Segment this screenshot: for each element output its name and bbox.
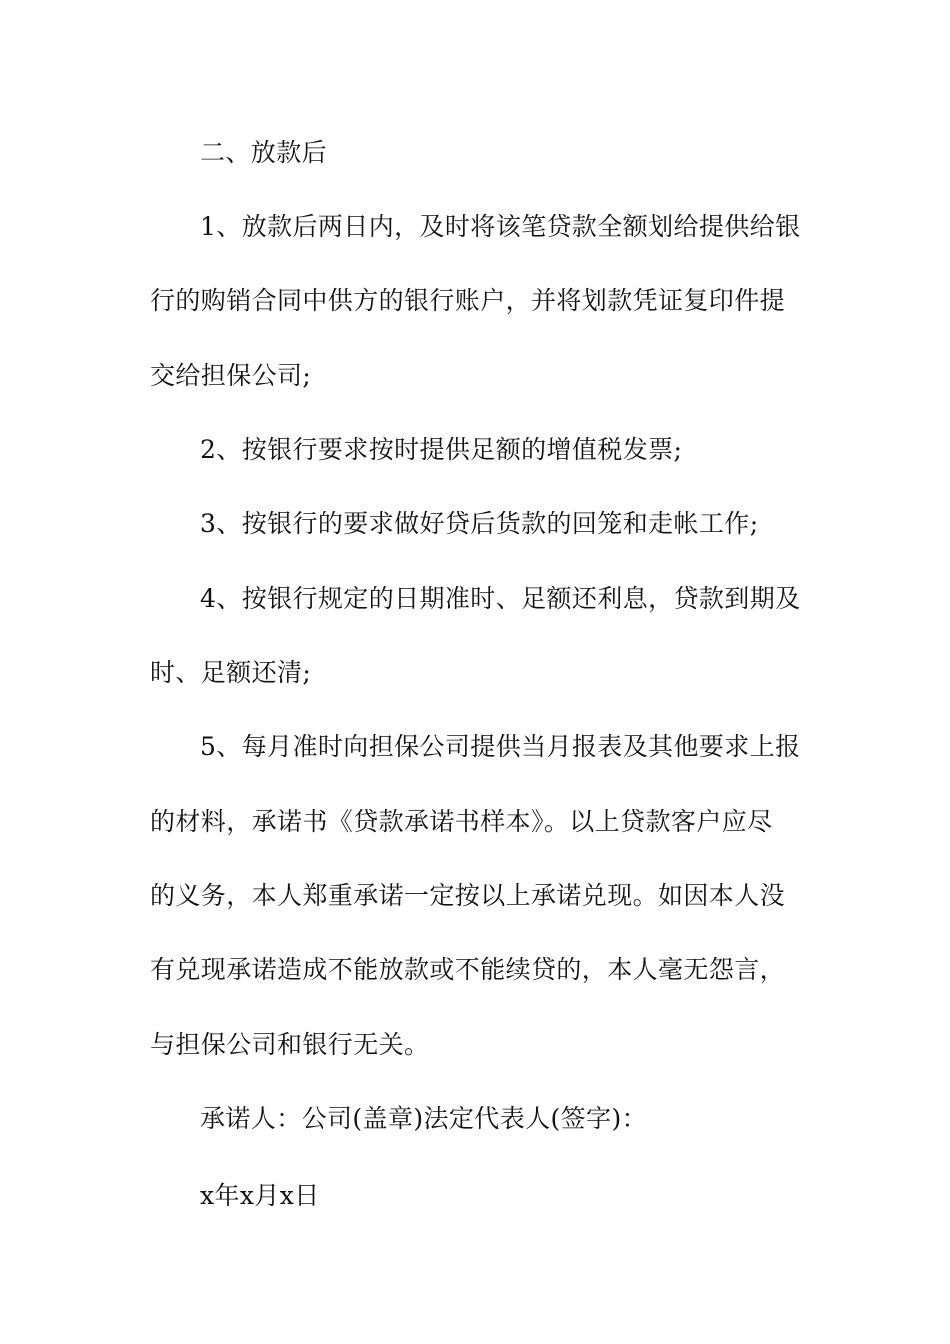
paragraph-line: 3、按银行的要求做好贷后货款的回笼和走帐工作; bbox=[200, 509, 759, 538]
paragraph-line: 的材料，承诺书《贷款承诺书样本》。以上贷款客户应尽 bbox=[150, 807, 773, 836]
paragraph-line: 的义务，本人郑重承诺一定按以上承诺兑现。如因本人没 bbox=[150, 881, 786, 910]
paragraph-line: 行的购销合同中供方的银行账户，并将划款凭证复印件提 bbox=[150, 286, 786, 315]
paragraph-line: 有兑现承诺造成不能放款或不能续贷的，本人毫无怨言， bbox=[150, 955, 786, 984]
paragraph-line: 与担保公司和银行无关。 bbox=[150, 1030, 430, 1059]
date-line: x年x月x日 bbox=[200, 1181, 320, 1210]
section-heading: 二、放款后 bbox=[200, 138, 328, 167]
paragraph-line: 交给担保公司; bbox=[150, 361, 312, 390]
paragraph-line: 1、放款后两日内，及时将该笔贷款全额划给提供给银 bbox=[200, 212, 801, 241]
paragraph-line: 时、足额还清; bbox=[150, 658, 312, 687]
paragraph-line: 4、按银行规定的日期准时、足额还利息，贷款到期及 bbox=[200, 584, 801, 613]
paragraph-line: 2、按银行要求按时提供足额的增值税发票; bbox=[200, 435, 683, 464]
signature-line: 承诺人：公司(盖章)法定代表人(签字)： bbox=[200, 1104, 648, 1133]
paragraph-line: 5、每月准时向担保公司提供当月报表及其他要求上报 bbox=[200, 732, 801, 761]
